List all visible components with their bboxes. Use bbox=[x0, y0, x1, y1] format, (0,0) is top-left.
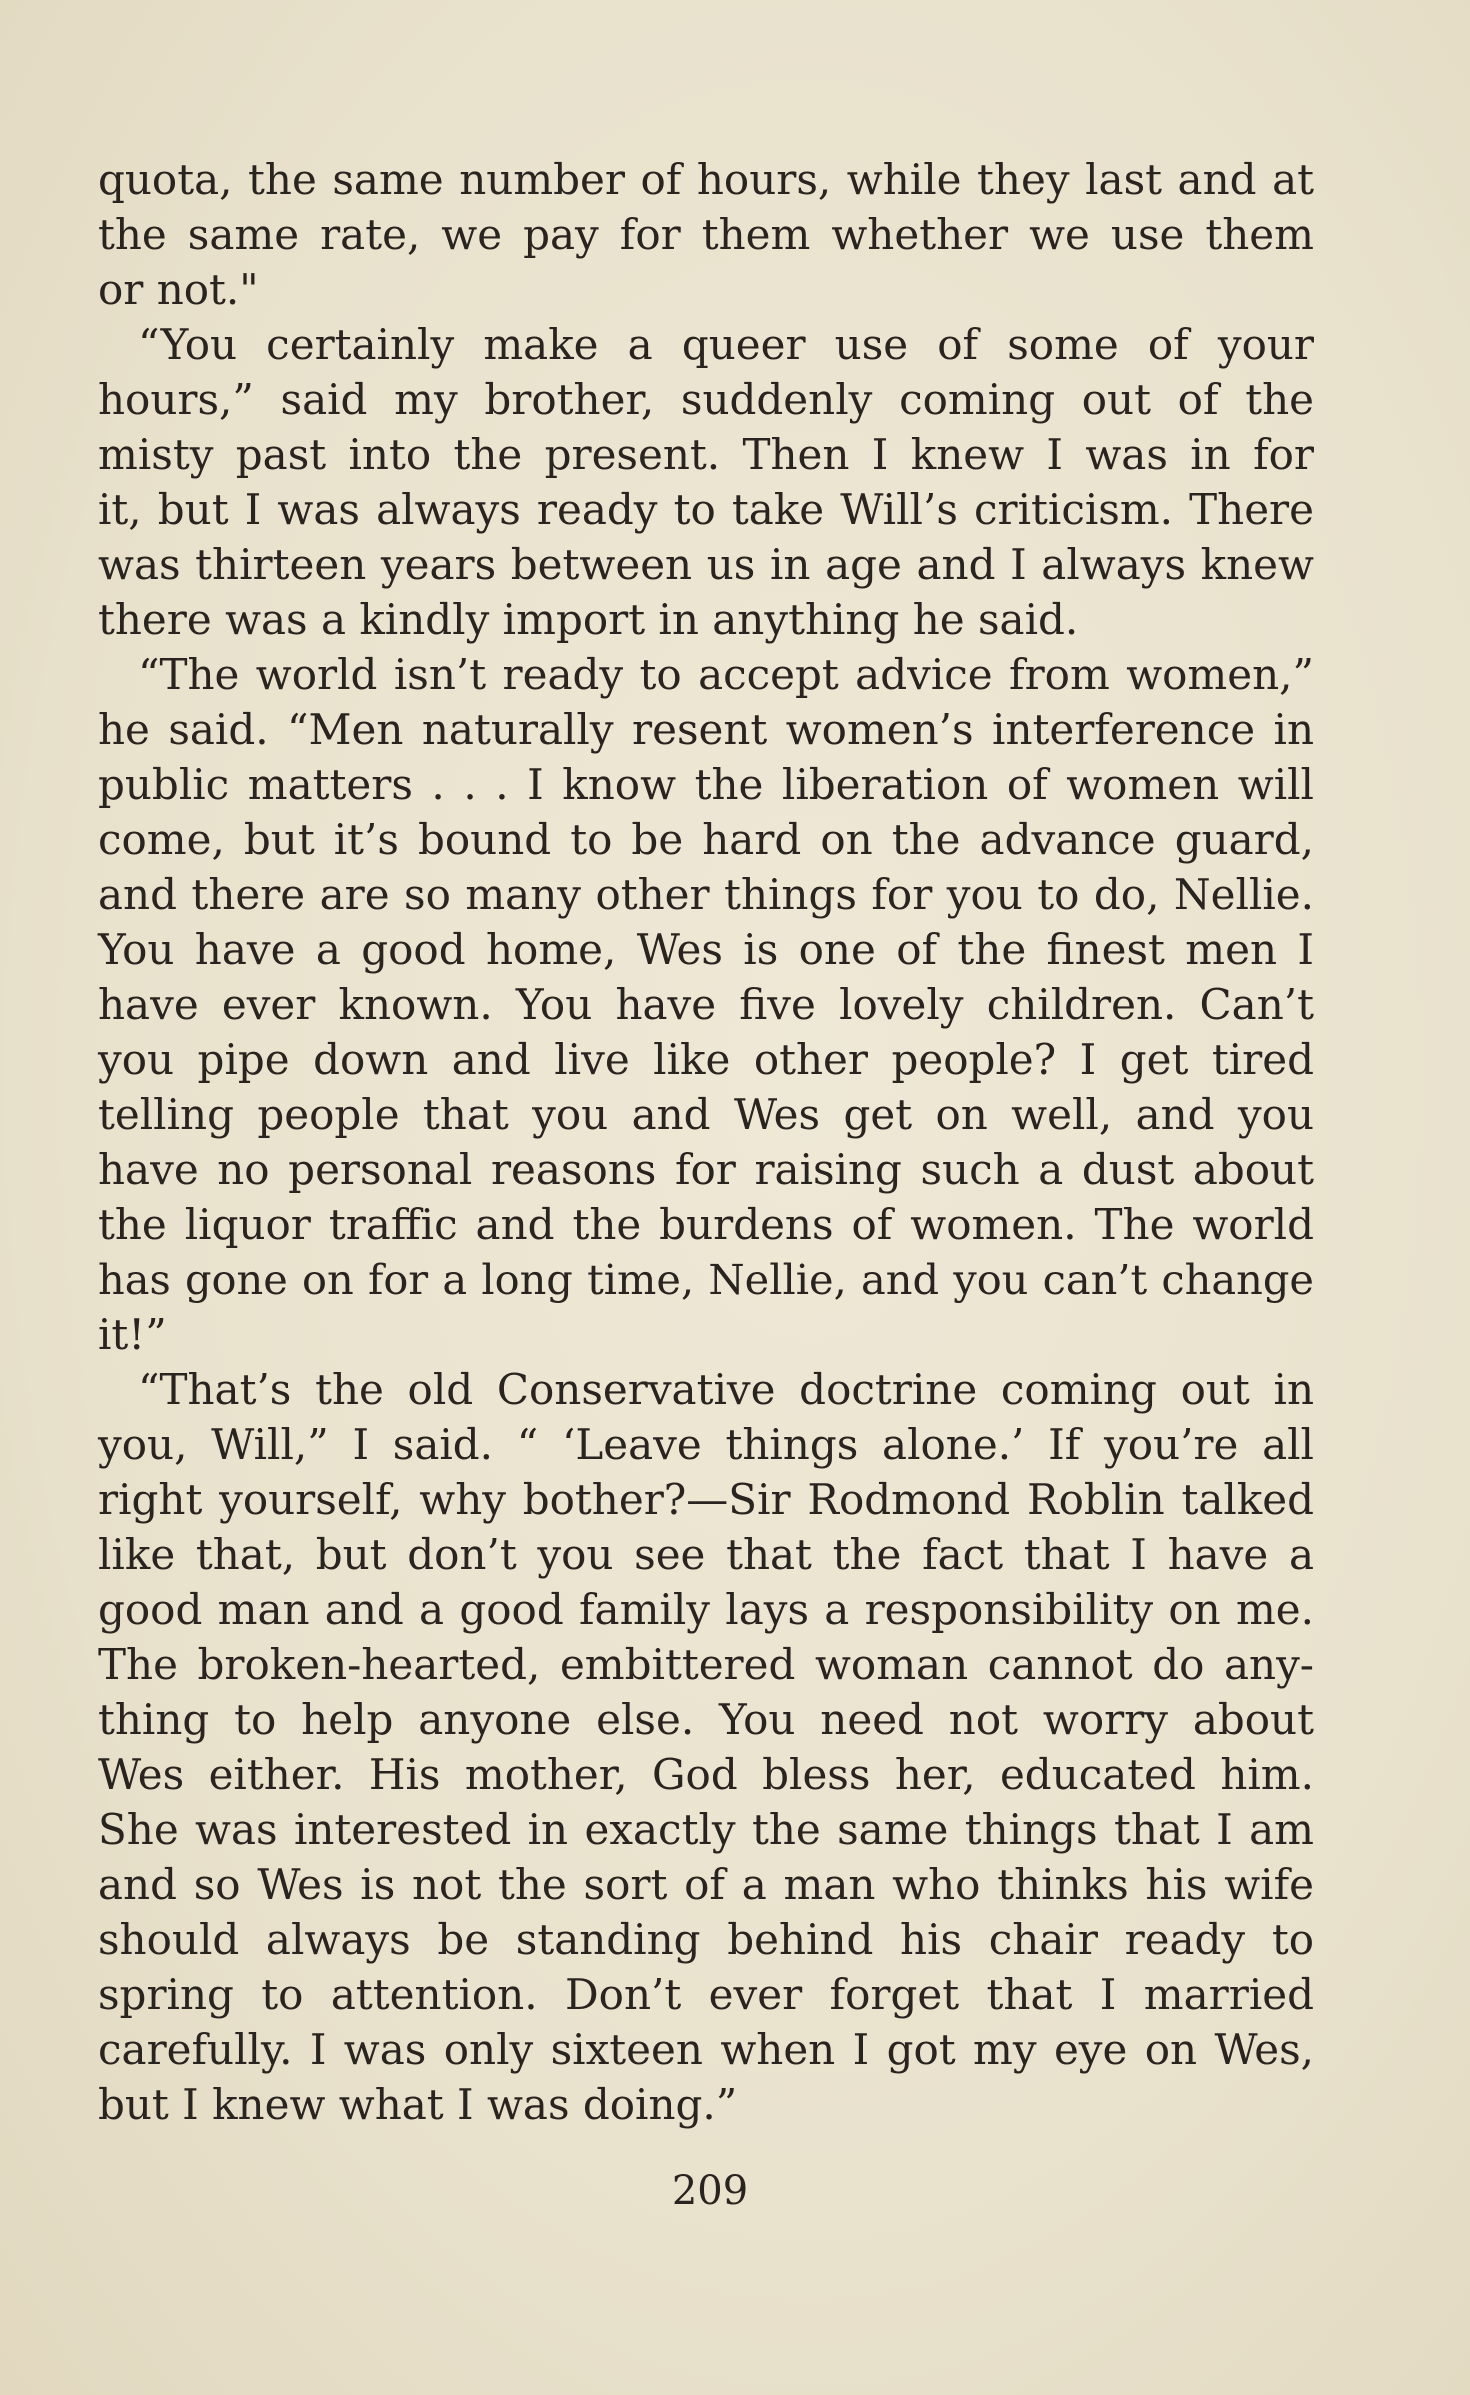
text-line: She was interested in exactly the same things that I am bbox=[98, 1805, 1314, 1854]
text-line: have no personal reasons for raising such a dust about bbox=[98, 1145, 1314, 1194]
text-line: has gone on for a long time, Nellie, and you can’t change bbox=[98, 1255, 1314, 1304]
text-line: You have a good home, Wes is one of the finest men I bbox=[98, 925, 1314, 974]
text-line: spring to attention. Don’t ever forget that I married bbox=[98, 1970, 1314, 2019]
text-line: thing to help anyone else. You need not worry about bbox=[98, 1695, 1314, 1744]
text-line: there was a kindly import in anything he said. bbox=[98, 595, 1079, 644]
text-line: should always be standing behind his chair ready to bbox=[98, 1915, 1314, 1964]
text-line: quota, the same number of hours, while they last and at bbox=[98, 155, 1314, 204]
text-line: “You certainly make a queer use of some of your bbox=[138, 320, 1314, 369]
text-line: and there are so many other things for you to do, Nellie. bbox=[98, 870, 1314, 919]
text-line: you pipe down and live like other people? I get tired bbox=[98, 1035, 1314, 1084]
text-line: misty past into the present. Then I knew I was in for bbox=[98, 430, 1314, 479]
text-line: “The world isn’t ready to accept advice from women,” bbox=[138, 650, 1314, 699]
text-line: the same rate, we pay for them whether we use them bbox=[98, 210, 1314, 259]
text-line: but I knew what I was doing.” bbox=[98, 2080, 738, 2129]
text-line: good man and a good family lays a responsibility on me. bbox=[98, 1585, 1314, 1634]
text-line: Wes either. His mother, God bless her, educated him. bbox=[98, 1750, 1314, 1799]
text-line: you, Will,” I said. “ ‘Leave things alone.’ If you’re all bbox=[98, 1420, 1314, 1469]
text-line: right yourself, why bother?—Sir Rodmond Roblin talked bbox=[98, 1475, 1314, 1524]
text-line: was thirteen years between us in age and I always knew bbox=[98, 540, 1314, 589]
text-line: “That’s the old Conservative doctrine coming out in bbox=[138, 1365, 1314, 1414]
text-line: come, but it’s bound to be hard on the advance guard, bbox=[98, 815, 1314, 864]
text-line: hours,” said my brother, suddenly coming out of the bbox=[98, 375, 1314, 424]
text-line: The broken-hearted, embittered woman cannot do any- bbox=[98, 1640, 1314, 1689]
text-line: have ever known. You have five lovely children. Can’t bbox=[98, 980, 1314, 1029]
text-line: or not." bbox=[98, 265, 259, 314]
text-line: public matters . . . I know the liberation of women will bbox=[98, 760, 1314, 809]
text-line: carefully. I was only sixteen when I got my eye on Wes, bbox=[98, 2025, 1314, 2074]
text-line: and so Wes is not the sort of a man who thinks his wife bbox=[98, 1860, 1314, 1909]
page-number: 209 bbox=[671, 2168, 749, 2214]
body-text bbox=[98, 152, 1314, 2132]
text-line: like that, but don’t you see that the fact that I have a bbox=[98, 1530, 1314, 1579]
text-line: the liquor traffic and the burdens of women. The world bbox=[98, 1200, 1314, 1249]
text-line: he said. “Men naturally resent women’s interference in bbox=[98, 705, 1314, 754]
text-line: telling people that you and Wes get on well, and you bbox=[98, 1090, 1314, 1139]
text-line: it, but I was always ready to take Will’s criticism. There bbox=[98, 485, 1314, 534]
text-line: it!” bbox=[98, 1310, 167, 1359]
